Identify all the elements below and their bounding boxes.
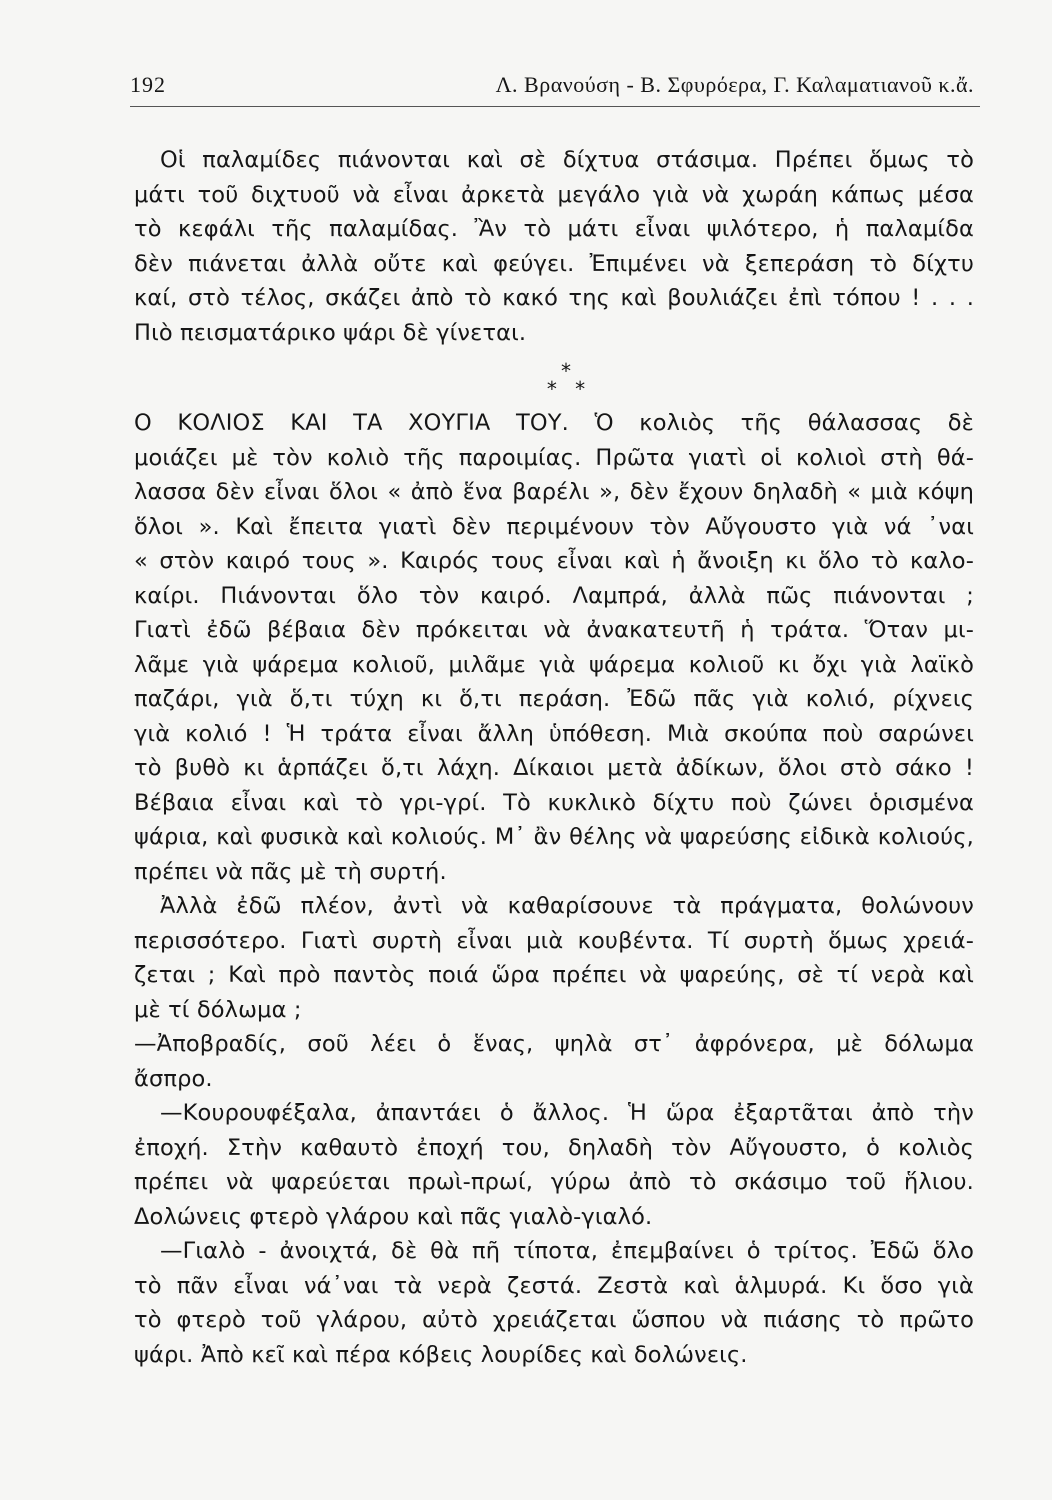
- text-line: μοιάζει μὲ τὸν κολιὸ τῆς παροιμίας. Πρῶτα γιατὶ οἱ κολιοὶ στὴ θά-: [134, 444, 974, 471]
- paragraph-syrti: [134, 889, 974, 1027]
- text-line: τὸ κεφάλι τῆς παλαμίδας. Ἂν τὸ μάτι εἶναι ψιλότερο, ἡ παλαμίδα: [134, 216, 974, 242]
- text-line: μὲ τί δόλωμα ;: [134, 996, 302, 1023]
- text-line: δὲν πιάνεται ἀλλὰ οὔτε καὶ φεύγει. Ἐπιμένει νὰ ξεπεράση τὸ δίχτυ: [134, 250, 974, 277]
- paragraph-third-voice: [134, 1234, 974, 1372]
- text-line: τὸ βυθὸ κι ἁρπάζει ὅ,τι λάχη. Δίκαιοι μετὰ ἀδίκων, ὅλοι στὸ σάκο !: [134, 755, 974, 781]
- text-line: Οἱ παλαμίδες πιάνονται καὶ σὲ δίχτυα στάσιμα. Πρέπει ὅμως τὸ: [160, 147, 974, 173]
- running-header: [130, 72, 980, 107]
- text-line: μάτι τοῦ διχτυοῦ νὰ εἶναι ἀρκετὰ μεγάλο γιὰ νὰ χωράη κάπως μέσα: [134, 181, 974, 208]
- paragraph-second-voice: [134, 1096, 974, 1234]
- text-line: ὅλοι ». Καὶ ἔπειτα γιατὶ δὲν περιμένουν τὸν Αὔγουστο γιὰ νά ᾽ναι: [134, 513, 974, 540]
- text-line: Γιατὶ ἐδῶ βέβαια δὲν πρόκειται νὰ ἀνακατευτῆ ἡ τράτα. Ὅταν μι-: [134, 617, 974, 643]
- text-line: Πιὸ πεισματάρικο ψάρι δὲ γίνεται.: [134, 319, 527, 346]
- text-line: —Γιαλὸ - ἀνοιχτά, δὲ θὰ πῆ τίποτα, ἐπεμβαίνει ὁ τρίτος. Ἐδῶ ὅλο: [160, 1238, 974, 1264]
- text-line: ἐποχή. Στὴν καθαυτὸ ἐποχή του, δηλαδὴ τὸν Αὔγουστο, ὁ κολιὸς: [134, 1134, 974, 1161]
- text-line: Βέβαια εἶναι καὶ τὸ γρι-γρί. Τὸ κυκλικὸ δίχτυ ποὺ ζώνει ὁρισμένα: [134, 789, 974, 816]
- text-line: ἄσπρο.: [134, 1065, 213, 1092]
- text-line: καίρι. Πιάνονται ὅλο τὸν καιρό. Λαμπρά, ἀλλὰ πῶς πιάνονται ;: [134, 582, 974, 609]
- text-line: λᾶμε γιὰ ψάρεμα κολιοῦ, μιλᾶμε γιὰ ψάρεμα κολιοῦ κι ὄχι γιὰ λαϊκὸ: [134, 651, 974, 678]
- text-line: ψάρια, καὶ φυσικὰ καὶ κολιούς. Μ᾽ ἂν θέλης νὰ ψαρεύσης εἰδικὰ κολιούς,: [134, 824, 974, 850]
- text-line: τὸ φτερὸ τοῦ γλάρου, αὐτὸ χρειάζεται ὥσπου νὰ πιάσης τὸ πρῶτο: [134, 1307, 974, 1333]
- text-line: λασσα δὲν εἶναι ὅλοι « ἀπὸ ἕνα βαρέλι », δὲν ἔχουν δηλαδὴ « μιὰ κόψη: [134, 479, 974, 505]
- asterism-bottom: * *: [546, 377, 592, 401]
- asterism-top: *: [561, 359, 577, 383]
- page-body: [134, 143, 974, 1372]
- text-line: Ο ΚΟΛΙΟΣ ΚΑΙ ΤΑ ΧΟΥΓΙΑ ΤΟΥ. Ὁ κολιὸς τῆς θάλασσας δὲ: [134, 410, 974, 436]
- text-line: Ἀλλὰ ἐδῶ πλέον, ἀντὶ νὰ καθαρίσουνε τὰ πράγματα, θολώνουν: [160, 893, 974, 919]
- text-line: ζεται ; Καὶ πρὸ παντὸς ποιά ὥρα πρέπει νὰ ψαρεύης, σὲ τί νερὰ καὶ: [134, 962, 974, 988]
- text-line: πρέπει νὰ ψαρεύεται πρωὶ-πρωί, γύρω ἀπὸ τὸ σκάσιμο τοῦ ἥλιου.: [134, 1169, 974, 1195]
- paragraph-kolios: [134, 406, 974, 889]
- asterism-separator: [134, 350, 974, 406]
- text-line: τὸ πᾶν εἶναι νά᾽ναι τὰ νερὰ ζεστά. Ζεστὰ καὶ ἁλμυρά. Κι ὅσο γιὰ: [134, 1272, 974, 1299]
- text-line: παζάρι, γιὰ ὅ,τι τύχη κι ὅ,τι περάση. Ἐδῶ πᾶς γιὰ κολιό, ρίχνεις: [134, 686, 974, 712]
- text-line: περισσότερο. Γιατὶ συρτὴ εἶναι μιὰ κουβέντα. Τί συρτὴ ὅμως χρειά-: [134, 927, 974, 954]
- text-line: ψάρι. Ἀπὸ κεῖ καὶ πέρα κόβεις λουρίδες καὶ δολώνεις.: [134, 1341, 748, 1368]
- page-number: 192: [130, 72, 166, 97]
- paragraph-first-voice: [134, 1027, 974, 1096]
- text-line: —Κουρουφέξαλα, ἀπαντάει ὁ ἄλλος. Ἡ ὥρα ἐξαρτᾶται ἀπὸ τὴν: [160, 1100, 974, 1126]
- paragraph-palamides: [134, 143, 974, 350]
- text-line: Δολώνεις φτερὸ γλάρου καὶ πᾶς γιαλὸ-γιαλό.: [134, 1203, 653, 1230]
- text-line: —Ἀποβραδίς, σοῦ λέει ὁ ἕνας, ψηλὰ στ᾽ ἀφρόνερα, μὲ δόλωμα: [134, 1031, 974, 1057]
- running-head-authors: Λ. Βρανούση - Β. Σφυρόερα, Γ. Καλαματιανοῦ κ.ἄ.: [495, 72, 974, 97]
- text-line: « στὸν καιρό τους ». Καιρός τους εἶναι καὶ ἡ ἄνοιξη κι ὅλο τὸ καλο-: [134, 548, 974, 574]
- text-line: πρέπει νὰ πᾶς μὲ τὴ συρτή.: [134, 858, 447, 885]
- text-line: γιὰ κολιό ! Ἡ τράτα εἶναι ἄλλη ὑπόθεση. Μιὰ σκούπα ποὺ σαρώνει: [134, 720, 974, 747]
- text-line: καί, στὸ τέλος, σκάζει ἀπὸ τὸ κακό της καὶ βουλιάζει ἐπὶ τόπου ! . . .: [134, 285, 974, 311]
